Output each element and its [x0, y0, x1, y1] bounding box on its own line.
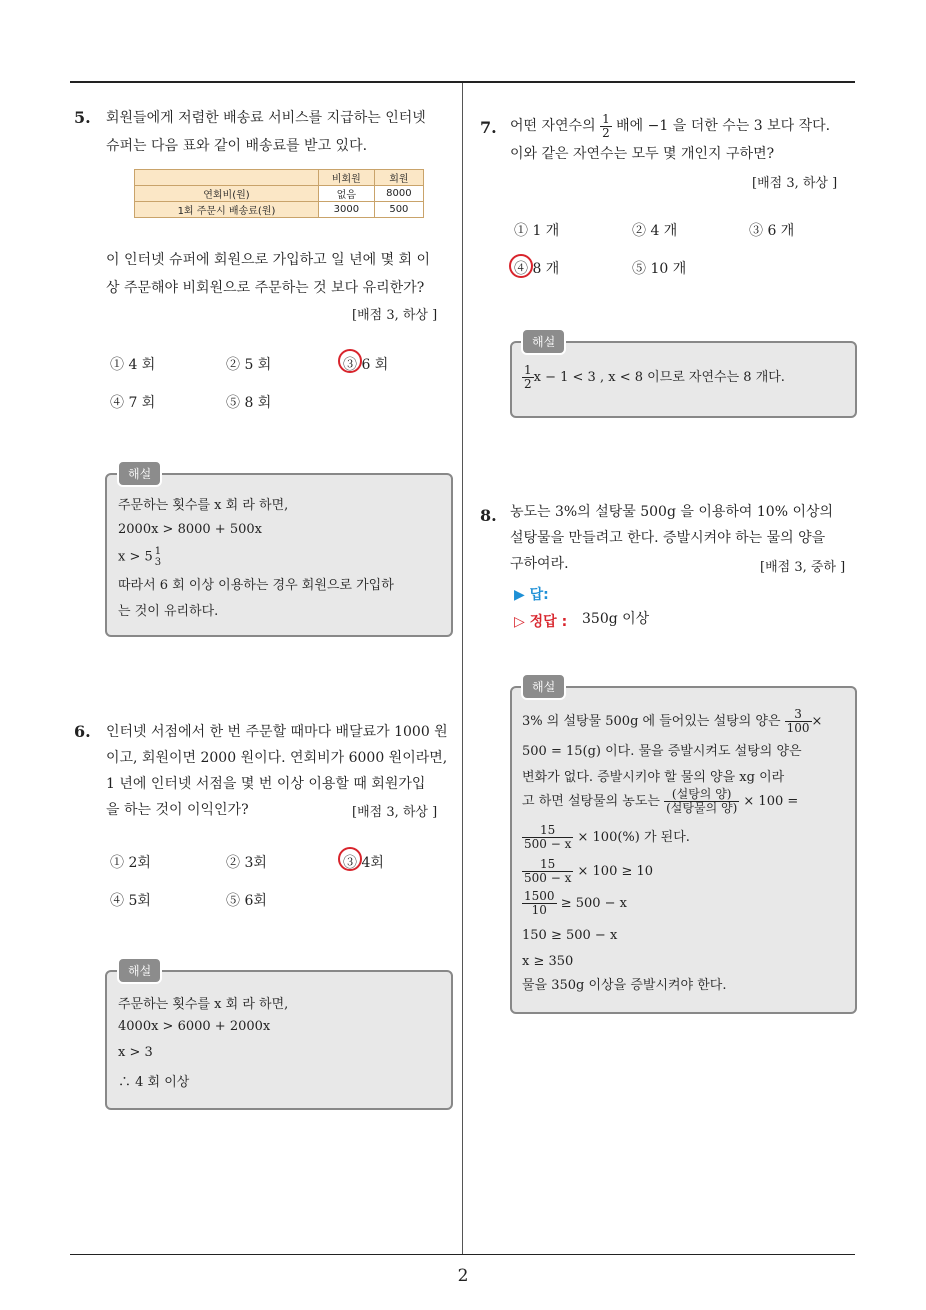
table-cell: 8000	[374, 186, 423, 202]
q8-explain-line: x ≥ 350	[522, 954, 574, 969]
q8-explain-line	[522, 858, 653, 885]
q7-choice-5[interactable]: ⑤ 10 개	[632, 261, 687, 277]
table-cell: 1회 주문시 배송료(원)	[135, 202, 319, 218]
q6-explanation-tag: 해설	[117, 957, 162, 984]
q5-choice-2[interactable]: ② 5 회	[226, 357, 272, 373]
page-number: 2	[457, 1266, 469, 1286]
q7-choice-1[interactable]: ① 1 개	[514, 223, 560, 239]
table-row	[135, 186, 424, 202]
q8-e4-post: × 100 =	[743, 794, 799, 809]
q7-explain-line	[522, 364, 785, 391]
answer-circle-mark	[338, 349, 362, 373]
table-cell: 3000	[318, 202, 374, 218]
q8-answer-field[interactable]: ▶ 답:	[514, 587, 549, 603]
q5-explain-line	[118, 546, 163, 568]
q8-explain-line: 물을 350g 이상을 증발시켜야 한다.	[522, 978, 727, 993]
q8-e1-text: 3% 의 설탕물 500g 에 들어있는 설탕의 양은	[522, 714, 781, 729]
q8-correct-value: 350g 이상	[582, 611, 650, 627]
frac-num: 1	[524, 363, 532, 377]
q8-explain-line: 변화가 없다. 증발시키야 할 물의 양을 xg 이라	[522, 770, 785, 785]
q7-line1-pre: 어떤 자연수의	[510, 118, 596, 134]
q6-explain-line: ∴ 4 회 이상	[118, 1075, 190, 1090]
q8-e6-post: × 100 ≥ 10	[577, 864, 654, 879]
q7-explanation-tag: 해설	[521, 328, 566, 355]
q5-line3: 이 인터넷 슈퍼에 회원으로 가입하고 일 년에 몇 회 이	[106, 252, 431, 268]
q8-explain-line: 500 = 15(g) 이다. 물을 증발시켜도 설탕의 양은	[522, 744, 802, 759]
q7-line1-post: 배에 −1 을 더한 수는 3 보다 작다.	[616, 118, 831, 134]
q8-explain-line: 3% 의 설탕물 500g 에 들어있는 설탕의 양은 $\frac{3}{100}$ ×	[522, 707, 823, 735]
q8-explanation-tag: 해설	[521, 673, 566, 700]
q5-line1: 회원들에게 저렴한 배송료 서비스를 지급하는 인터넷	[106, 110, 426, 126]
table-header: 회원	[374, 170, 423, 186]
q5-explanation-tag: 해설	[117, 460, 162, 487]
q7-line1	[510, 110, 830, 142]
q5-explain-line: 2000x > 8000 + 500x	[118, 522, 262, 537]
q7-number: 7.	[480, 118, 497, 137]
q8-number: 8.	[480, 506, 497, 525]
q6-line1: 인터넷 서점에서 한 번 주문할 때마다 배달료가 1000 원	[106, 724, 448, 740]
q8-explain-line	[522, 788, 798, 815]
q5-price-table	[134, 169, 424, 218]
q6-line4: 을 하는 것이 이익인가?	[106, 802, 249, 818]
q8-e7-post: ≥ 500 − x	[560, 896, 628, 911]
q6-explain-line: 주문하는 횟수를 x 회 라 하면,	[118, 997, 289, 1012]
q7-choice-3[interactable]: ③ 6 개	[749, 223, 795, 239]
frac-num: 15	[522, 858, 573, 872]
frac-den: 500 − x	[524, 871, 572, 885]
frac-den: 3	[154, 557, 162, 568]
frac-num: (설탕의 양)	[664, 788, 739, 802]
q6-choice-3[interactable]: ③ 4회	[343, 855, 384, 871]
table-header: 비회원	[318, 170, 374, 186]
q5-explain-line: 따라서 6 회 이상 이용하는 경우 회원으로 가입하	[118, 578, 394, 593]
q8-meta: [배점 3, 중하 ]	[760, 560, 846, 575]
q5-explain-ineq: x > 5	[118, 549, 153, 565]
q5-choice-1[interactable]: ① 4 회	[110, 357, 156, 373]
q7-meta: [배점 3, 하상 ]	[752, 176, 838, 191]
q6-choice-5[interactable]: ⑤ 6회	[226, 893, 267, 909]
frac-den: (설탕물의 양)	[666, 801, 738, 815]
q8-line3: 구하여라.	[510, 556, 569, 572]
q5-explain-line: 는 것이 유리하다.	[118, 604, 219, 619]
frac-den: 2	[524, 377, 532, 391]
table-header	[135, 170, 319, 186]
frac-den: 100	[786, 721, 810, 735]
q6-number: 6.	[74, 722, 91, 741]
q8-line2: 설탕물을 만들려고 한다. 증발시켜야 하는 물의 양을	[510, 530, 826, 546]
q6-meta: [배점 3, 하상 ]	[352, 805, 438, 820]
q8-explain-line	[522, 824, 690, 851]
table-cell: 없음	[318, 186, 374, 202]
q5-choice-3[interactable]: ③ 6 회	[343, 357, 389, 373]
q8-correct-label: ▷ 정답 :	[514, 614, 568, 630]
answer-circle-mark	[338, 847, 362, 871]
q8-line1: 농도는 3%의 설탕물 500g 을 이용하여 10% 이상의	[510, 504, 834, 520]
q5-explain-line: 주문하는 횟수를 x 회 라 하면,	[118, 498, 289, 513]
q7-line2: 이와 같은 자연수는 모두 몇 개인지 구하면?	[510, 146, 775, 162]
frac-den: 10	[531, 903, 547, 917]
q6-line2: 이고, 회원이면 2000 원이다. 연회비가 6000 원이라면,	[106, 750, 448, 766]
q6-line3: 1 년에 인터넷 서점을 몇 번 이상 이용할 때 회원가입	[106, 776, 426, 792]
table-cell: 연회비(원)	[135, 186, 319, 202]
q6-explain-line: 4000x > 6000 + 2000x	[118, 1019, 271, 1034]
q8-explain-line: 150 ≥ 500 − x	[522, 928, 618, 943]
bottom-rule	[70, 1254, 855, 1255]
q8-explain-line	[522, 890, 627, 917]
q7-explain-text: x − 1 < 3 , x < 8 이므로 자연수는 8 개다.	[533, 370, 785, 385]
q5-choice-5[interactable]: ⑤ 8 회	[226, 395, 272, 411]
answer-circle-mark	[509, 254, 533, 278]
frac-den: 2	[602, 125, 610, 140]
q6-choice-1[interactable]: ① 2회	[110, 855, 151, 871]
q5-line2: 슈퍼는 다음 표와 같이 배송료를 받고 있다.	[106, 138, 368, 154]
frac-den: 500 − x	[524, 837, 572, 851]
column-divider	[462, 83, 463, 1254]
frac-num: 1500	[524, 889, 555, 903]
q5-number: 5.	[74, 108, 91, 127]
q8-e5-post: × 100(%) 가 된다.	[577, 830, 690, 845]
q6-explain-line: x > 3	[118, 1045, 153, 1060]
q5-choice-4[interactable]: ④ 7 회	[110, 395, 156, 411]
q7-choice-2[interactable]: ② 4 개	[632, 223, 678, 239]
frac-num: 1	[154, 546, 162, 557]
frac-num: 15	[522, 824, 573, 838]
q6-choice-2[interactable]: ② 3회	[226, 855, 267, 871]
frac-num: 3	[785, 708, 812, 722]
q5-meta: [배점 3, 하상 ]	[352, 308, 438, 323]
frac-num: 1	[602, 111, 610, 126]
q5-line4: 상 주문해야 비회원으로 주문하는 것 보다 유리한가?	[106, 280, 425, 296]
q7-choice-4[interactable]: ④ 8 개	[514, 261, 560, 277]
q8-e4-text: 고 하면 설탕물의 농도는	[522, 794, 660, 809]
table-cell: 500	[374, 202, 423, 218]
table-row	[135, 202, 424, 218]
q6-choice-4[interactable]: ④ 5회	[110, 893, 151, 909]
